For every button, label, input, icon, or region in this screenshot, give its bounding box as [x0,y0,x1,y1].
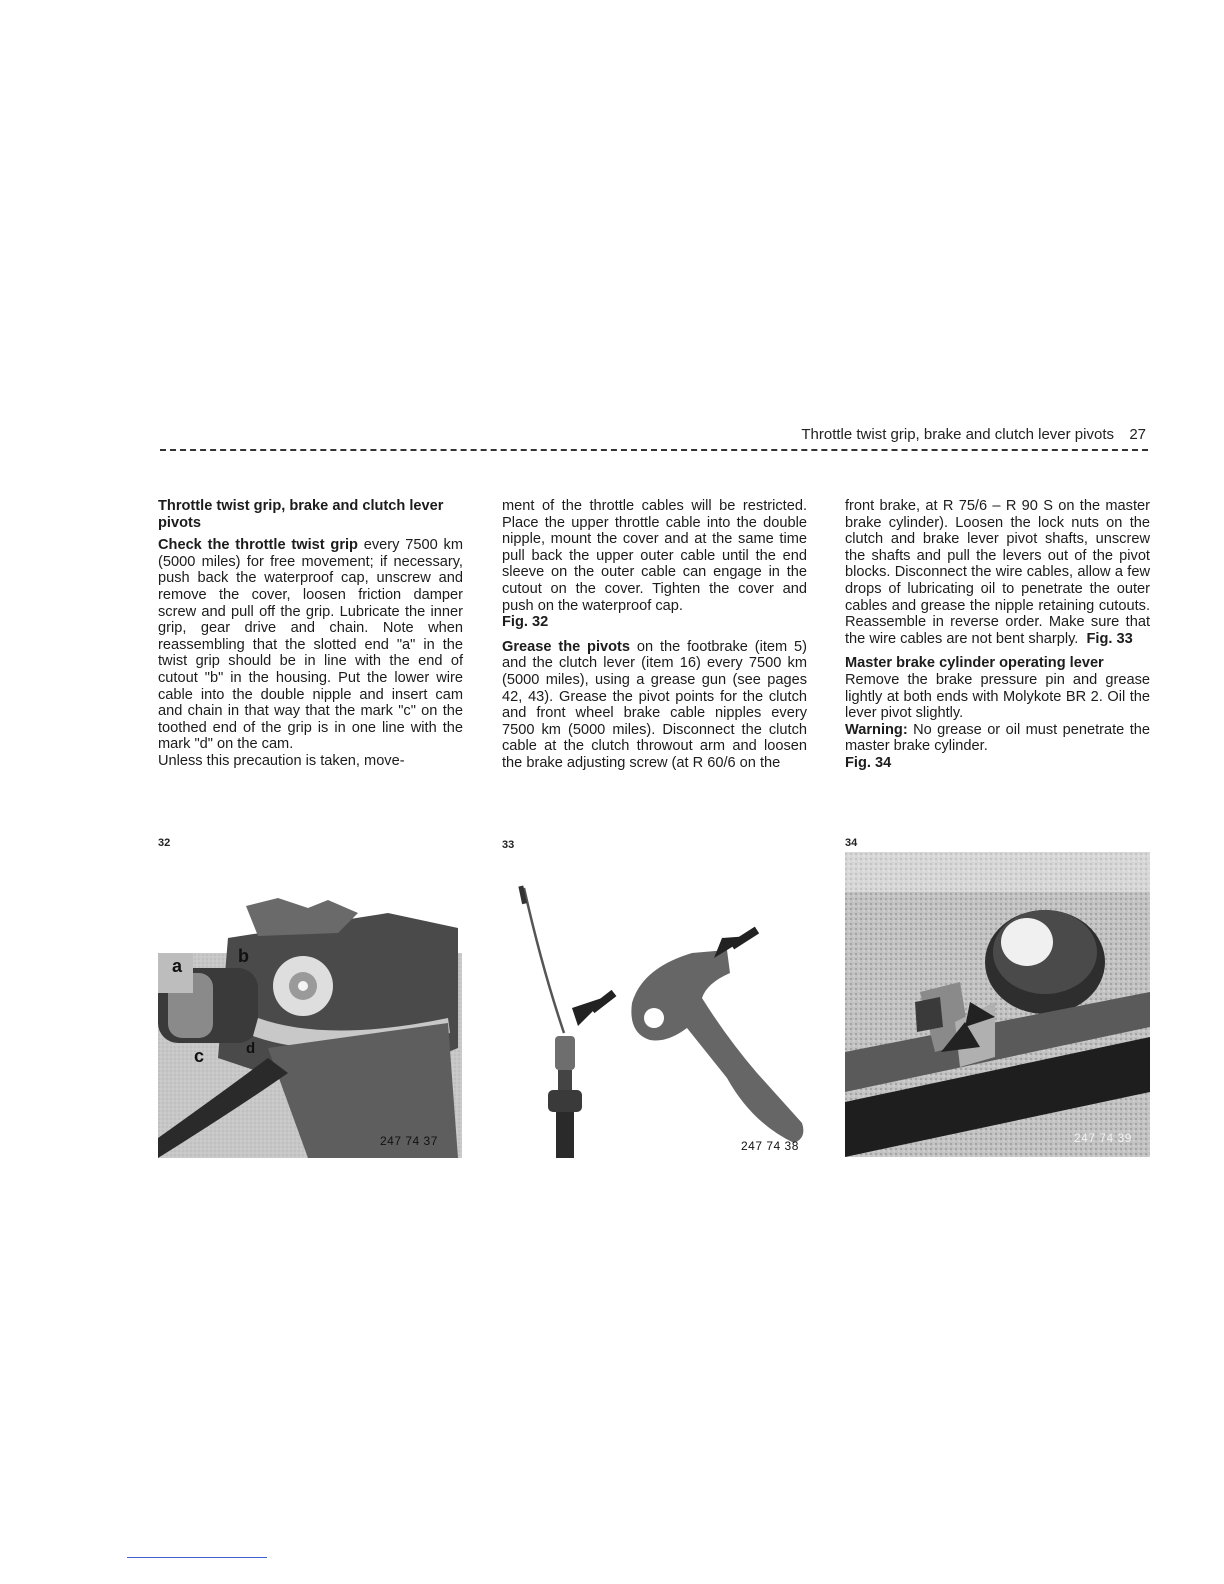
fig-label: Fig. 34 [845,754,892,771]
header-rule [160,449,1148,451]
paragraph-grease-pivots [502,639,807,772]
paragraph-twist-grip [158,537,463,753]
page-number: 27 [1129,426,1146,443]
figure-number-33: 33 [502,839,515,851]
photo-code: 247 74 39 [1074,1131,1132,1145]
body-text: No grease or oil must penetrate the master brake cylinder. [845,721,1150,755]
body-text: on the footbrake (item 5) and the clutch lever (item 16) every 7500 km (5000 miles), using a grease gun (see pages 42, 43). Grease the pivot points for the clutch and front wheel brake cable nipples every 7500 km (5000 miles). Disconnect the clutch cable at the clutch throwout arm and loosen the brake adjusting screw (at R 60/6 on the [502,638,807,771]
body-text: every 7500 km (5000 miles) for free movement; if necessary, push back the waterproof cap, unscrew and remove the cover, loosen friction damper screw and pull off the grip. Lubricate the inner grip, gear drive and chain. Note when reassembling that the slotted end "a" in the twist grip should be in line with the end of cutout "b" in the housing. Put the lower wire cable into the double nipple and insert cam and chain in that way that the mark "c" on the toothed end of the grip is in one line with the mark "d" on the cam. [158,537,463,753]
label-a: a [172,956,183,976]
subheading-master-brake: Master brake cylinder operating lever [845,655,1104,672]
lead-text: Check the throttle twist grip [158,537,358,554]
fig-label: Fig. 32 [502,614,549,631]
paragraph-master-brake [845,672,1150,722]
warning-label: Warning: [845,721,908,738]
paragraph-warning [845,722,1150,755]
paragraph-throttle-cables [502,498,807,614]
label-b: b [238,946,249,966]
fig-ref-32 [502,614,807,631]
body-text: front brake, at R 75/6 – R 90 S on the master brake cylinder). Loosen the lock nuts on the clutch and brake lever pivot shafts, unscrew the shafts and pull the levers out of the pivot blocks. Disconnect the wire cables, allow a few drops of lubricating oil to penetrate the outer cables and grease the nipple retaining cutouts. Reassemble in reverse order. Make sure that the wire cables are not bent sharply. [845,498,1150,647]
text-column-3 [845,498,1150,780]
lead-text: Grease the pivots [502,638,631,655]
text-column-1 [158,498,463,778]
bottom-rule [127,1557,267,1558]
body-text: Unless this precaution is taken, move- [158,752,405,769]
photo-code: 247 74 38 [741,1139,799,1153]
figure-number-34: 34 [845,837,858,849]
body-text: ment of the throttle cables will be restricted. Place the upper throttle cable into the double nipple, mount the cover and at the same time pull back the upper outer cable until the end sleeve on the outer cable can engage in the cutout on the cover. Tighten the cover and push on the waterproof cap. [502,498,807,614]
section-heading: Throttle twist grip, brake and clutch lever pivots [158,498,444,531]
label-c: c [194,1046,205,1066]
figure-33-photo [502,858,807,1158]
running-title: Throttle twist grip, brake and clutch lever pivots [801,426,1114,443]
paragraph-continue [158,753,463,770]
fig-label: Fig. 33 [1086,630,1133,647]
figure-34-photo [845,852,1150,1157]
body-text: Remove the brake pressure pin and grease lightly at both ends with Molykote BR 2. Oil the lever pivot slightly. [845,671,1150,722]
figure-32-photo [158,858,462,1158]
text-column-2 [502,498,807,780]
master-brake-cylinder-illustration [845,852,1150,1157]
cable-and-lever-illustration [502,858,807,1158]
fig-ref-34 [845,755,1150,772]
paragraph-lever-pivots [845,498,1150,647]
label-d: d [246,1040,256,1057]
throttle-grip-illustration [158,858,462,1158]
photo-code: 247 74 37 [380,1134,438,1148]
figure-number-32: 32 [158,837,171,849]
